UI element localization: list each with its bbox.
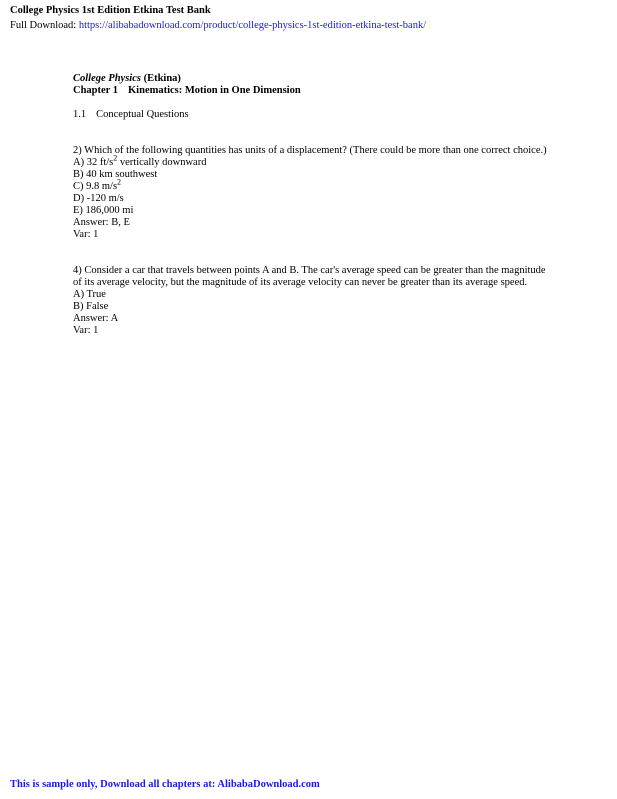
section-heading xyxy=(73,109,553,121)
question-prompt: 4) Consider a car that travels between points A and B. The car's average speed can be greater than the magnitude of its average velocity, but the magnitude of its average velocity can never be greater than its average speed. xyxy=(73,265,546,288)
question-2 xyxy=(73,145,553,241)
superscript: 2 xyxy=(117,177,122,187)
superscript: 2 xyxy=(113,153,118,163)
header-title: College Physics 1st Edition Etkina Test Bank xyxy=(10,5,211,16)
section-number: 1.1 xyxy=(73,109,87,120)
chapter-label: Chapter 1 xyxy=(73,85,119,96)
chapter-title: Kinematics: Motion in One Dimension xyxy=(128,85,301,96)
section-title: Conceptual Questions xyxy=(96,109,189,120)
option-a: A) 32 $ft/s^2$ vertically downward xyxy=(73,153,207,168)
question-4 xyxy=(73,265,553,337)
var: Var: 1 xyxy=(73,229,99,240)
chapter-heading xyxy=(73,85,553,97)
download-link[interactable]: https://alibabadownload.com/product/college-physics-1st-edition-etkina-test-bank/ xyxy=(78,20,427,31)
book-title: College Physics xyxy=(73,73,141,84)
option-c: C) 9.8 $m/s^2$ xyxy=(73,177,122,192)
answer: Answer: A xyxy=(73,313,119,324)
book-title-line xyxy=(73,73,553,85)
footer-notice: This is sample only, Download all chapters at: AlibabaDownload.com xyxy=(10,779,320,790)
option-d: D) -120 m/s xyxy=(73,193,124,204)
question-prompt: 2) Which of the following quantities has units of a displacement? (There could be more than one correct choice.) xyxy=(73,145,547,156)
var: Var: 1 xyxy=(73,325,99,336)
download-line xyxy=(10,20,426,31)
option-e: E) 186,000 mi xyxy=(73,205,134,216)
book-author: (Etkina) xyxy=(143,73,181,84)
answer: Answer: B, E xyxy=(73,217,130,228)
download-label: Full Download: xyxy=(10,20,77,31)
option-a: A) True xyxy=(73,289,106,300)
option-b: B) 40 km southwest xyxy=(73,169,158,180)
option-b: B) False xyxy=(73,301,109,312)
document-body xyxy=(73,73,553,337)
